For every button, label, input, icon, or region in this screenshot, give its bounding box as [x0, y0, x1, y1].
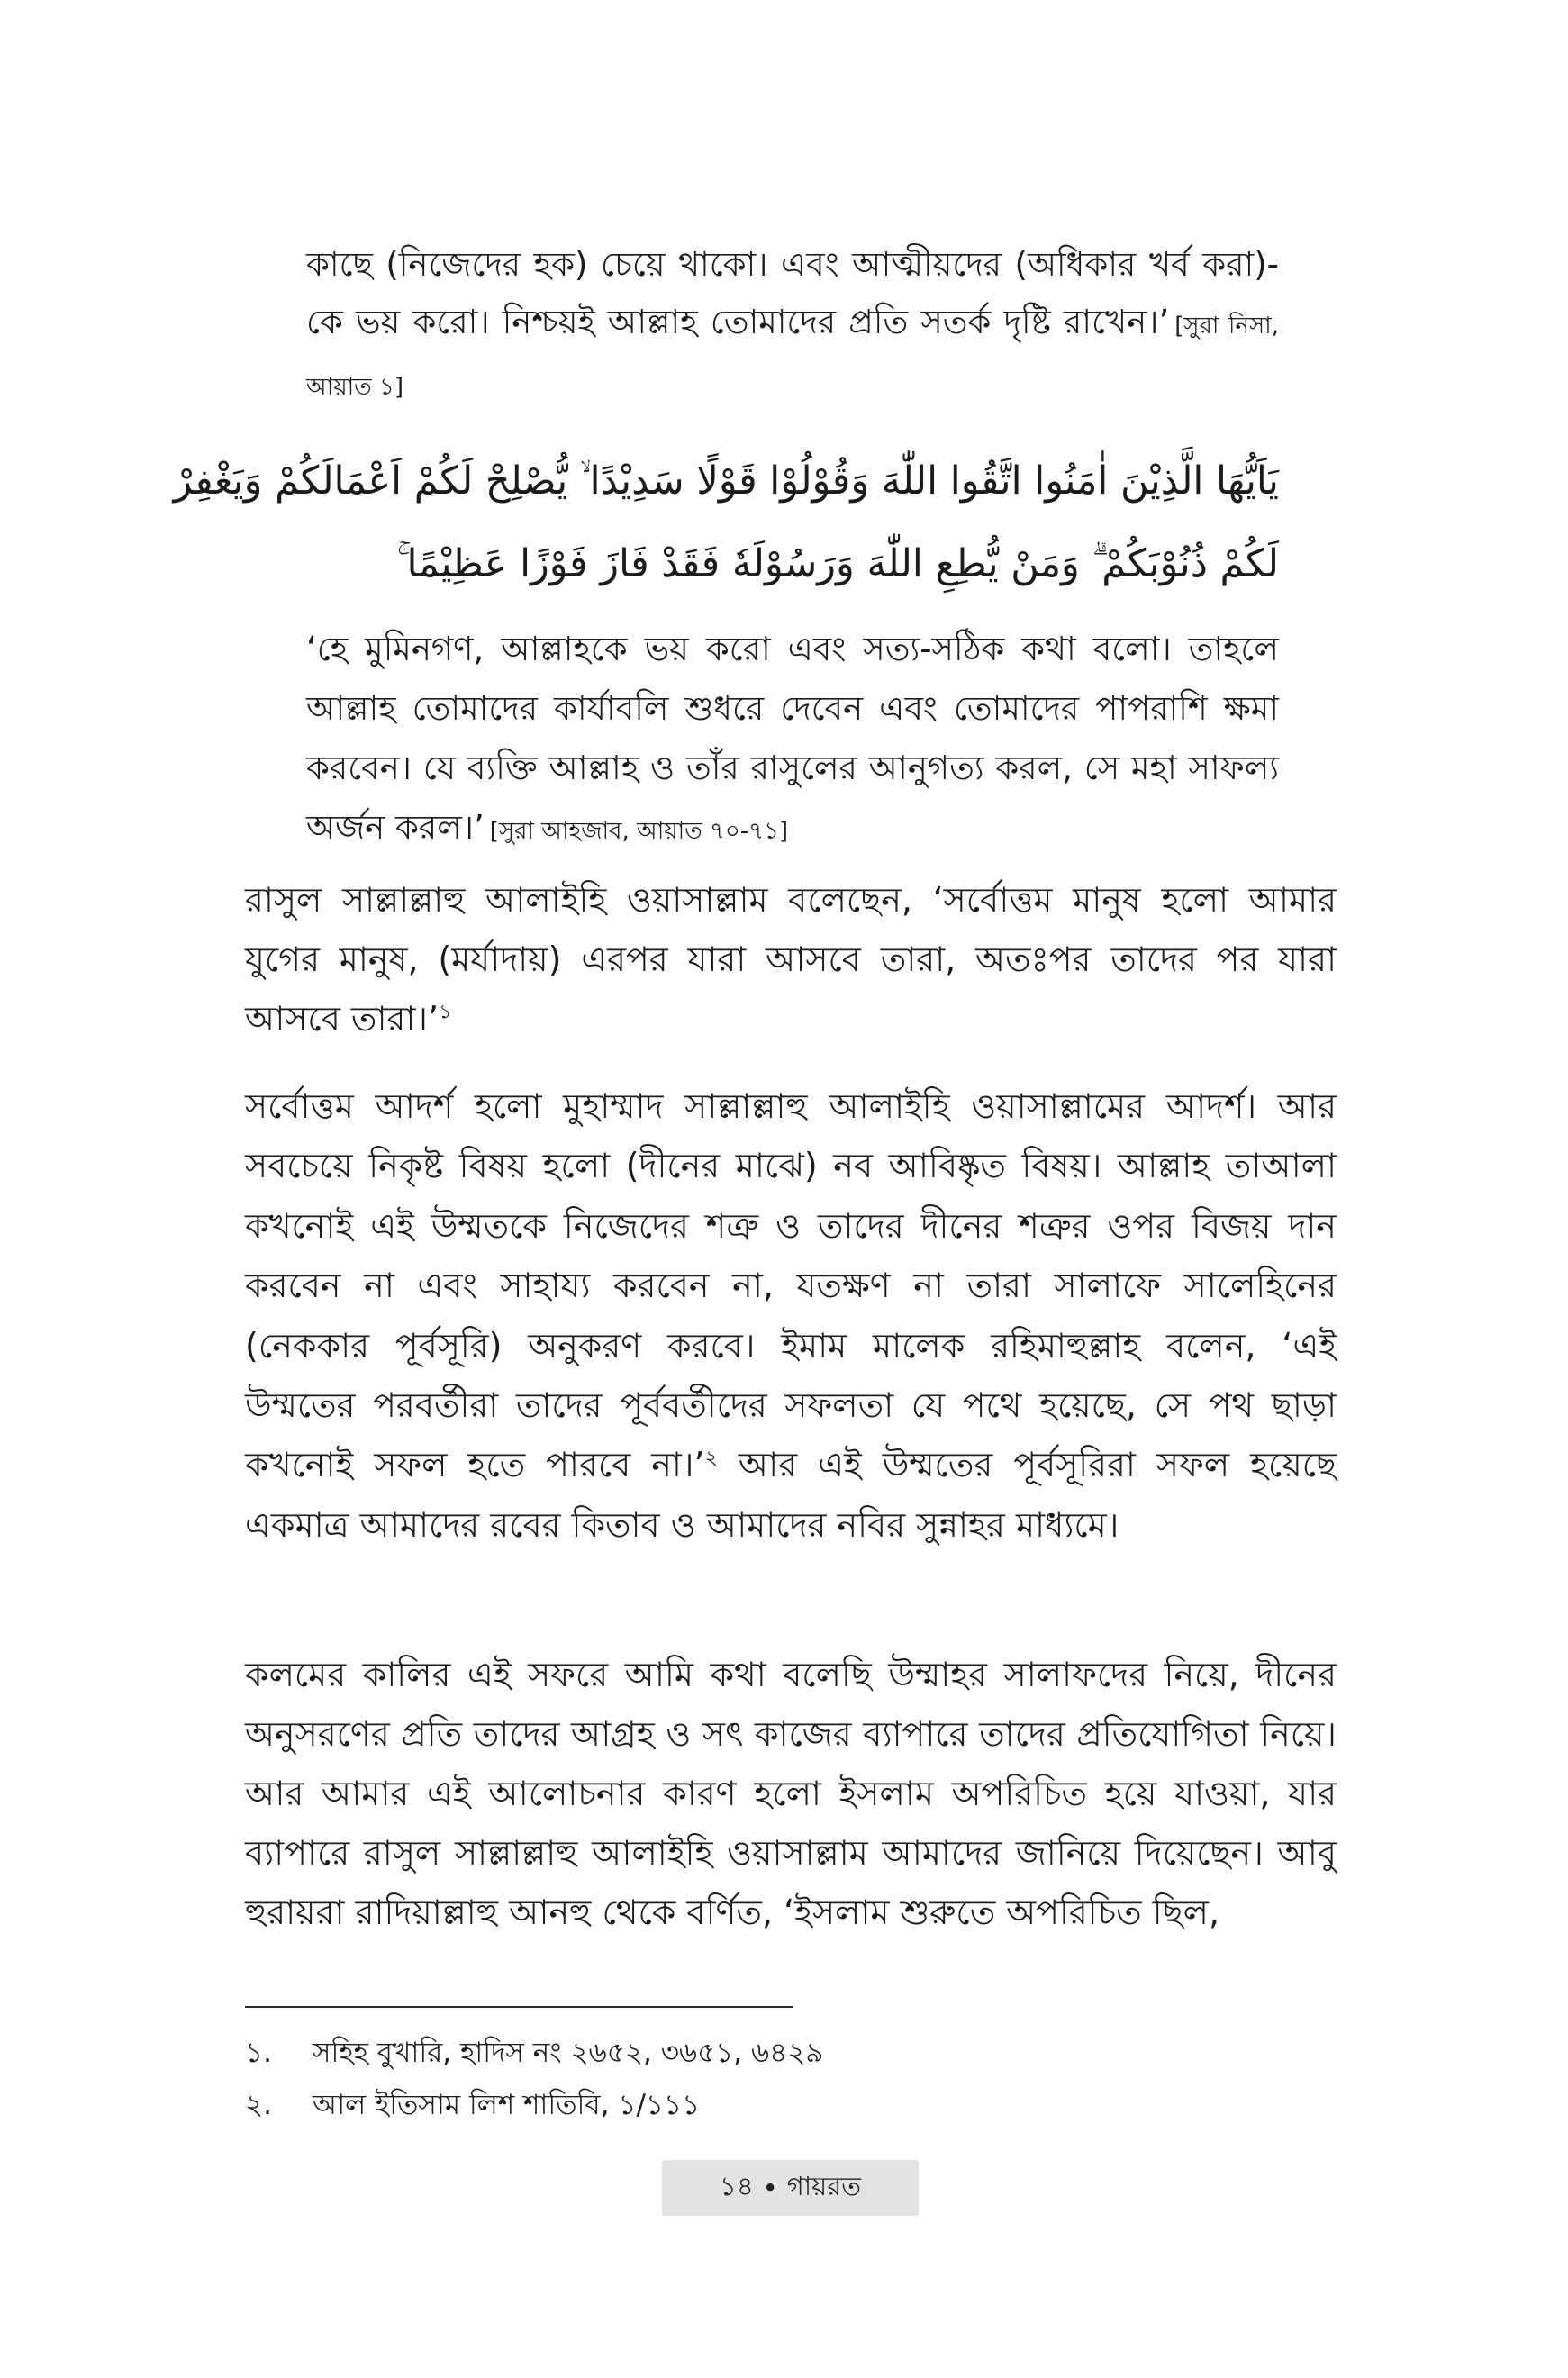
quote-text: ‘হে মুমিনগণ, আল্লাহকে ভয় করো এবং সত্য-সঠিক কথা বলো। তাহলে আল্লাহ তোমাদের কার্যাবলি শুধরে দেবেন এবং তোমাদের পাপরাশি ক্ষমা করবেন। যে ব্যক্তি আল্লাহ ও তাঁর রাসুলের আনুগত্য করল, সে মহা সাফল্য অর্জন করল।’: [306, 630, 1279, 847]
quote-text: কাছে (নিজেদের হক) চেয়ে থাকো। এবং আত্মীয়দের (অধিকার খর্ব করা)-কে ভয় করো। নিশ্চয়ই আল্লাহ তোমাদের প্রতি সতর্ক দৃষ্টি রাখেন।’: [306, 245, 1279, 341]
footnote-ref-2[interactable]: ২: [704, 1447, 718, 1470]
paragraph-text: কলমের কালির এই সফরে আমি কথা বলেছি উম্মাহর সালাফদের নিয়ে, দীনের অনুসরণের প্রতি তাদের আগ্রহ ও সৎ কাজের ব্যাপারে তাদের প্রতিযোগিতা নিয়ে। আর আমার এই আলোচনার কারণ হলো ইসলাম অপরিচিত হয়ে যাওয়া, যার ব্যাপারে রাসুল সাল্লাল্লাহু আলাইহি ওয়াসাল্লাম আমাদের জানিয়ে দিয়েছেন। আবু হুরায়রা রাদিয়াল্লাহু আনহু থেকে বর্ণিত, ‘ইসলাম শুরুতে অপরিচিত ছিল,: [245, 1655, 1337, 1932]
paragraph-best-example: [245, 1076, 1337, 1555]
page-footer: [662, 2160, 919, 2216]
arabic-verse: [173, 440, 1279, 605]
paragraph-text: রাসুল সাল্লাল্লাহু আলাইহি ওয়াসাল্লাম বলেছেন, ‘সর্বোত্তম মানুষ হলো আমার যুগের মানুষ, (মর্যাদায়) এরপর যারা আসবে তারা, অতঃপর তাদের পর যারা আসবে তারা।’: [245, 880, 1337, 1039]
paragraph-journey: [245, 1645, 1337, 1942]
quran-translation-ahzab: [306, 620, 1279, 861]
footnote-divider: [245, 2006, 793, 2008]
book-title: গায়রত: [786, 2170, 861, 2201]
footnotes: [245, 2027, 824, 2131]
paragraph-hadith-best-people: [245, 870, 1337, 1048]
footnote-text: সহিহ বুখারি, হাদিস নং ২৬৫২, ৩৬৫১, ৬৪২৯: [313, 2037, 824, 2069]
arabic-line-2: لَكُمْ ذُنُوْبَكُمْ ۗ وَمَنْ يُّطِعِ اللّٰهَ وَرَسُوْلَهٗ فَقَدْ فَازَ فَوْزًا عَظِيْمًا ۚ: [396, 541, 1279, 586]
quran-translation-nisa: [306, 236, 1279, 416]
footnote-number: ২.: [245, 2089, 273, 2121]
quote-citation: [সুরা আহজাব, আয়াত ৭০-৭১]: [489, 818, 789, 845]
footnote-number: ১.: [245, 2037, 272, 2069]
footnote-ref-1[interactable]: ১: [439, 1001, 452, 1024]
footnote-item: [245, 2027, 824, 2079]
paragraph-text-a: সর্বোত্তম আদর্শ হলো মুহাম্মাদ সাল্লাল্লাহু আলাইহি ওয়াসাল্লামের আদর্শ। আর সবচেয়ে নিকৃষ্ট বিষয় হলো (দীনের মাঝে) নব আবিষ্কৃত বিষয়। আল্লাহ তাআলা কখনোই এই উম্মতকে নিজেদের শত্রু ও তাদের দীনের শত্রুর ওপর বিজয় দান করবেন না এবং সাহায্য করবেন না, যতক্ষণ না তারা সালাফে সালেহিনের (নেককার পূর্বসূরি) অনুকরণ করবে। ইমাম মালেক রহিমাহুল্লাহ বলেন, ‘এই উম্মতের পরবর্তীরা তাদের পূর্ববর্তীদের সফলতা যে পথে হয়েছে, সে পথ ছাড়া কখনোই সফল হতে পারবে না।’: [245, 1086, 1337, 1485]
arabic-line-1: يَاَيُّهَا الَّذِيْنَ اٰمَنُوا اتَّقُوا اللّٰهَ وَقُوْلُوْا قَوْلًا سَدِيْدًا ۙ يُّصْلِحْ لَكُمْ اَعْمَالَكُمْ وَيَغْفِرْ: [173, 458, 1279, 504]
page-number: ১৪: [720, 2170, 754, 2201]
footnote-text: আল ইতিসাম লিশ শাতিবি, ১/১১১: [313, 2089, 701, 2121]
footnote-item: [245, 2079, 824, 2131]
quote-citation: [সুরা নিসা, আয়াত ১]: [306, 313, 1279, 401]
paragraph-text-b: আর এই উম্মতের পূর্বসূরিরা সফল হয়েছে একমাত্র আমাদের রবের কিতাব ও আমাদের নবির সুন্নাহর মাধ্যমে।: [245, 1445, 1337, 1545]
footer-separator: •: [762, 2173, 778, 2203]
